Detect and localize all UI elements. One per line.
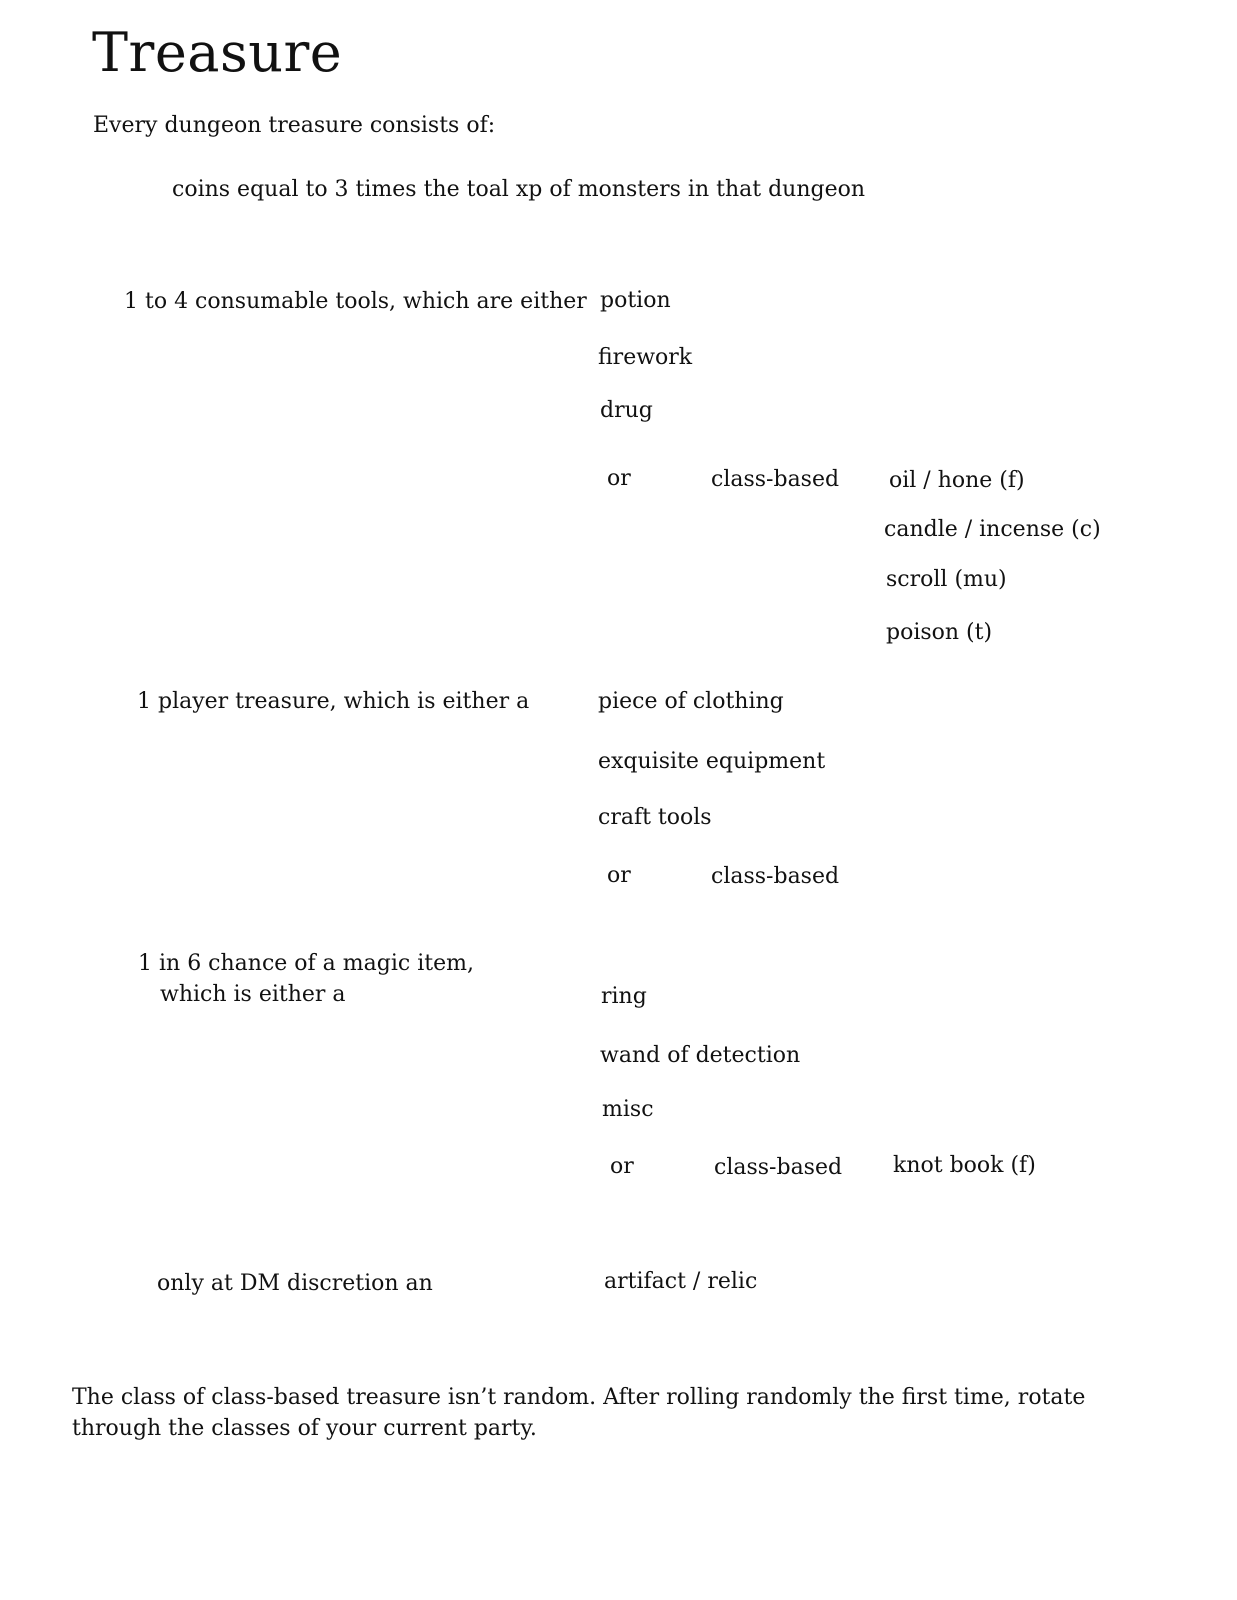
footnote-text: The class of class-based treasure isn’t random. After rolling randomly the first time, rotate through the classes of your current party. xyxy=(72,1385,1086,1441)
consumable-class-option-cleric: candle / incense (c) xyxy=(884,517,1101,542)
magic-item-or: or xyxy=(610,1154,634,1179)
magic-item-class-based: class-based xyxy=(714,1155,843,1180)
artifact-option: artifact / relic xyxy=(604,1269,758,1294)
consumable-class-option-thief: poison (t) xyxy=(886,620,993,645)
player-treasure-class-based: class-based xyxy=(711,864,840,889)
consumable-option-drug: drug xyxy=(600,398,653,423)
magic-item-option-wand: wand of detection xyxy=(600,1043,801,1068)
consumable-class-option-fighter: oil / hone (f) xyxy=(889,468,1025,493)
player-treasure-label: 1 player treasure, which is either a xyxy=(137,689,530,714)
player-treasure-option-equipment: exquisite equipment xyxy=(598,749,826,774)
consumable-option-potion: potion xyxy=(600,288,671,313)
magic-item-option-misc: misc xyxy=(602,1097,654,1122)
consumable-option-firework: firework xyxy=(598,345,693,370)
magic-item-label-line2: which is either a xyxy=(160,982,346,1007)
magic-item-label-line1: 1 in 6 chance of a magic item, xyxy=(138,951,474,976)
player-treasure-or: or xyxy=(607,863,631,888)
player-treasure-option-clothing: piece of clothing xyxy=(598,689,784,714)
consumables-label: 1 to 4 consumable tools, which are either xyxy=(124,289,587,314)
intro-text: Every dungeon treasure consists of: xyxy=(93,113,496,138)
player-treasure-option-craft-tools: craft tools xyxy=(598,805,712,830)
consumable-class-based: class-based xyxy=(711,467,840,492)
consumable-class-option-magic-user: scroll (mu) xyxy=(886,567,1007,592)
consumable-or: or xyxy=(607,466,631,491)
page-title: Treasure xyxy=(92,21,343,84)
artifact-label: only at DM discretion an xyxy=(157,1271,433,1296)
magic-item-class-option-knot-book: knot book (f) xyxy=(893,1153,1036,1178)
magic-item-option-ring: ring xyxy=(601,984,647,1009)
coins-rule: coins equal to 3 times the toal xp of monsters in that dungeon xyxy=(172,177,866,202)
